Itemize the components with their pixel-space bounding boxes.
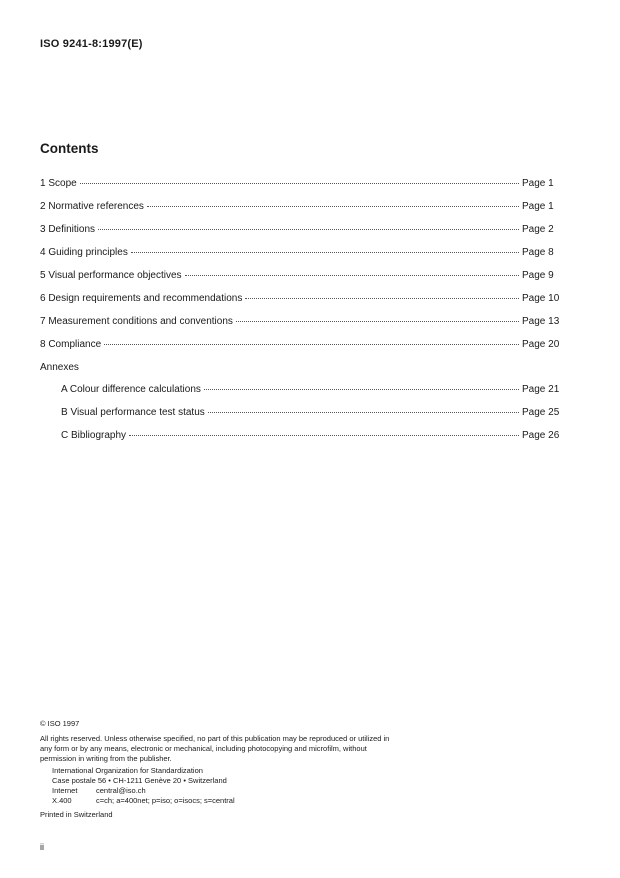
toc-entry-label: 7 Measurement conditions and conventions [40, 316, 233, 327]
annexes-heading [40, 362, 560, 384]
dot-leader [147, 205, 519, 207]
toc-entry-page: Page 25 [522, 407, 560, 418]
dot-leader [185, 274, 519, 276]
toc-entry-label: 8 Compliance [40, 339, 102, 350]
document-id: ISO 9241-8:1997(E) [40, 38, 143, 50]
toc-entry[interactable] [40, 270, 560, 293]
toc-entry-page: Page 8 [522, 247, 554, 258]
dot-leader [236, 320, 519, 322]
table-of-contents [40, 178, 560, 453]
toc-entry[interactable] [40, 293, 560, 316]
dot-leader [204, 388, 519, 390]
annexes-heading-label: Annexes [40, 362, 79, 373]
toc-entry-page: Page 20 [522, 339, 560, 350]
toc-entry-label: B Visual performance test status [61, 407, 205, 418]
toc-entry-page: Page 1 [522, 178, 554, 189]
dot-leader [104, 343, 519, 345]
toc-entry[interactable] [40, 247, 560, 270]
toc-annex-entry[interactable] [40, 407, 560, 430]
x400-label: X.400 [52, 796, 72, 805]
rights-statement: All rights reserved. Unless otherwise specified, no part of this publication may be reproduced or utilized in any form or by any means, electronic or mechanical, including photocopying and microfilm, without permission in writing from the publisher. [40, 734, 390, 763]
publisher-address [52, 766, 400, 806]
internet-line [52, 786, 400, 796]
postal-address: Case postale 56 • CH-1211 Genève 20 • Switzerland [52, 776, 227, 785]
toc-entry-page: Page 21 [522, 384, 560, 395]
toc-entry-page: Page 2 [522, 224, 554, 235]
dot-leader [208, 411, 519, 413]
toc-entry-label: 5 Visual performance objectives [40, 270, 182, 281]
toc-entry[interactable] [40, 178, 560, 201]
toc-entry-label: 2 Normative references [40, 201, 144, 212]
toc-annex-entry[interactable] [40, 430, 560, 453]
toc-entry-page: Page 13 [522, 316, 560, 327]
x400-line [52, 796, 400, 806]
toc-entry-page: Page 10 [522, 293, 560, 304]
internet-label: Internet [52, 786, 78, 795]
toc-entry-label: A Colour difference calculations [61, 384, 201, 395]
toc-annex-entry[interactable] [40, 384, 560, 407]
toc-entry[interactable] [40, 339, 560, 362]
toc-entry-label: 6 Design requirements and recommendations [40, 293, 243, 304]
org-name: International Organization for Standardization [52, 766, 203, 775]
toc-entry[interactable] [40, 316, 560, 339]
toc-entry[interactable] [40, 224, 560, 247]
toc-entry[interactable] [40, 201, 560, 224]
dot-leader [129, 434, 519, 436]
x400-value: c=ch; a=400net; p=iso; o=isocs; s=central [96, 796, 235, 805]
dot-leader [80, 182, 519, 184]
toc-entry-page: Page 26 [522, 430, 560, 441]
page-number: ii [40, 842, 44, 852]
dot-leader [98, 228, 519, 230]
dot-leader [131, 251, 519, 253]
contents-title: Contents [40, 141, 99, 156]
internet-value: central@iso.ch [96, 786, 146, 795]
toc-entry-label: C Bibliography [61, 430, 127, 441]
printed-in: Printed in Switzerland [40, 810, 113, 819]
toc-entry-label: 3 Definitions [40, 224, 96, 235]
copyright-notice: © ISO 1997 [40, 719, 80, 728]
toc-entry-label: 1 Scope [40, 178, 77, 189]
toc-entry-page: Page 9 [522, 270, 554, 281]
copyright-block [40, 719, 400, 820]
toc-entry-page: Page 1 [522, 201, 554, 212]
toc-entry-label: 4 Guiding principles [40, 247, 128, 258]
dot-leader [245, 297, 519, 299]
